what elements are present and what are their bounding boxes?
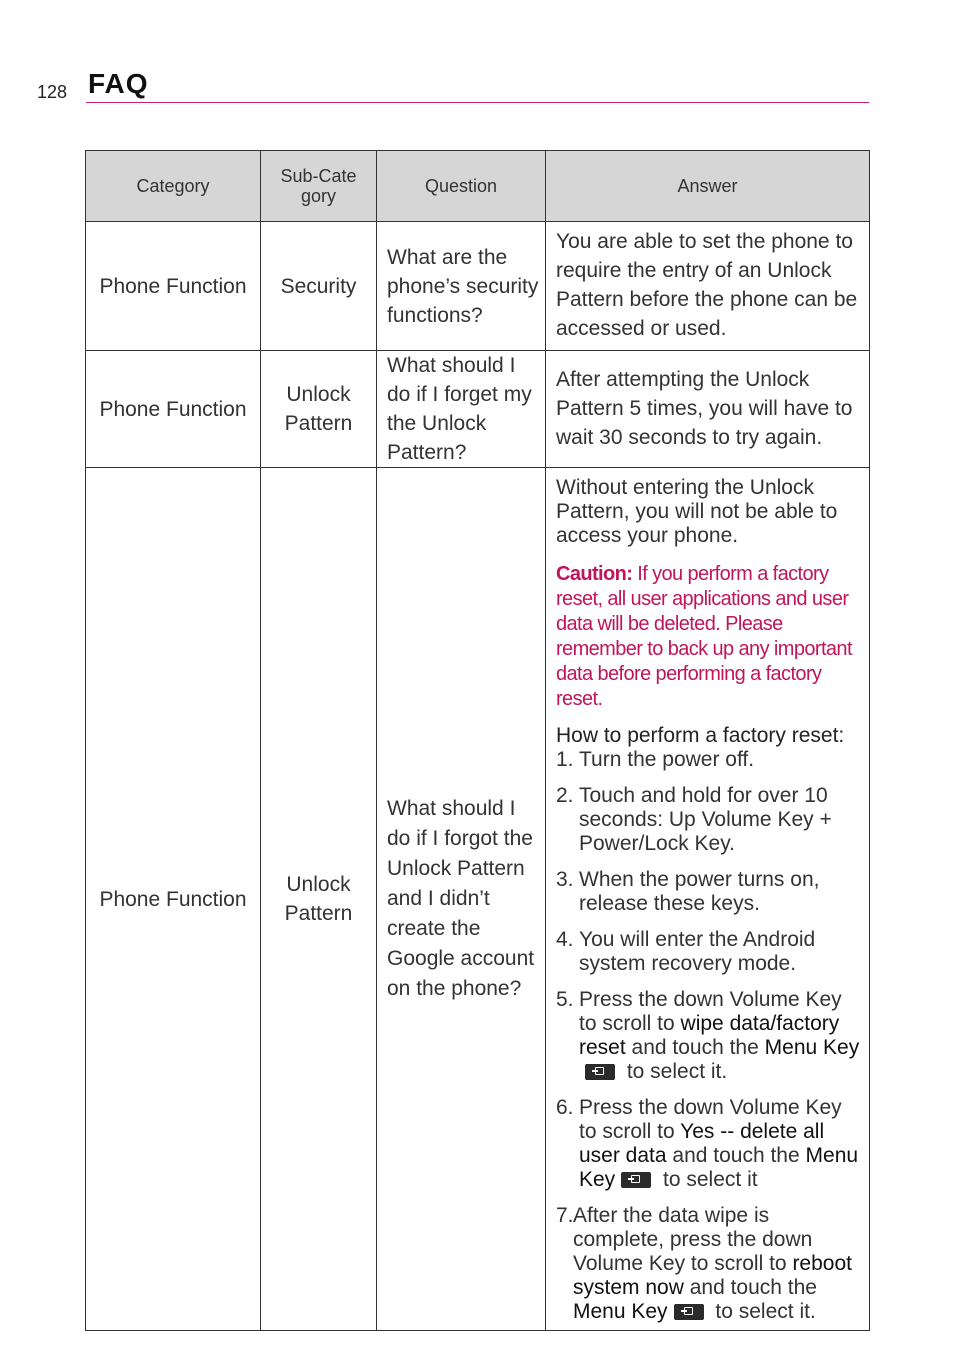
step-number: 3. bbox=[556, 868, 574, 891]
category-cell: Phone Function bbox=[86, 351, 261, 468]
step-text: Turn the power off. bbox=[579, 748, 755, 771]
menu-option-label: wipe data/factory reset bbox=[579, 1012, 840, 1059]
subcategory-cell bbox=[261, 351, 377, 468]
reset-steps bbox=[556, 748, 863, 1324]
step-text-part: and touch the bbox=[666, 1144, 806, 1167]
list-item bbox=[556, 784, 863, 856]
category-cell: Phone Function bbox=[86, 468, 261, 1331]
step-text-part: Press the down Volume Key to scroll to bbox=[579, 1096, 842, 1143]
menu-key-icon bbox=[585, 1064, 615, 1080]
question-cell: What should I do if I forget my the Unlock Pattern? bbox=[377, 351, 546, 468]
table-row bbox=[86, 222, 870, 351]
caution-text: If you perform a factory reset, all user applications and user data will be deleted. Please remember to back up any important data before performing a factory reset. bbox=[556, 563, 852, 710]
column-header-answer: Answer bbox=[546, 151, 870, 222]
column-header-category: Category bbox=[86, 151, 261, 222]
answer-cell: You are able to set the phone to require the entry of an Unlock Pattern before the phone can be accessed or used. bbox=[546, 222, 870, 351]
menu-option-label: Yes -- delete all user data bbox=[579, 1120, 825, 1167]
menu-key-label: Menu Key bbox=[764, 1036, 860, 1059]
list-item bbox=[556, 928, 863, 976]
step-text-part: and touch the bbox=[625, 1036, 765, 1059]
subcategory-cell bbox=[261, 468, 377, 1331]
step-text-part: Press the down Volume Key to scroll to bbox=[579, 988, 842, 1035]
table-row bbox=[86, 351, 870, 468]
table-row bbox=[86, 468, 870, 1331]
step-number: 1. bbox=[556, 748, 574, 771]
step-text-part: to select it bbox=[657, 1168, 758, 1191]
answer-intro: Without entering the Unlock Pattern, you will not be able to access your phone. bbox=[556, 476, 838, 547]
step-text-part: to select it. bbox=[709, 1300, 816, 1323]
step-number: 7. bbox=[556, 1204, 574, 1227]
table-header-row bbox=[86, 151, 870, 222]
list-item bbox=[556, 1096, 863, 1192]
step-text-part: After the data wipe is complete, press the down Volume Key to scroll to bbox=[573, 1204, 813, 1275]
column-header-subcategory-label: Sub-Category bbox=[280, 166, 357, 206]
answer-cell bbox=[546, 468, 870, 1331]
list-item bbox=[556, 748, 863, 772]
step-number: 4. bbox=[556, 928, 574, 951]
column-header-question: Question bbox=[377, 151, 546, 222]
menu-option-label: reboot system now bbox=[573, 1252, 852, 1299]
menu-key-icon bbox=[621, 1172, 651, 1188]
menu-key-label: Menu Key bbox=[573, 1300, 668, 1323]
faq-table bbox=[85, 150, 870, 1331]
column-header-subcategory bbox=[261, 151, 377, 222]
step-text-part: to select it. bbox=[621, 1060, 728, 1083]
caution-note bbox=[556, 562, 863, 712]
menu-key-icon bbox=[674, 1304, 704, 1320]
header-divider bbox=[86, 102, 869, 103]
subcategory-label: Unlock Pattern bbox=[284, 383, 353, 435]
subcategory-label: Unlock Pattern bbox=[284, 873, 353, 925]
step-text: When the power turns on, release these keys. bbox=[579, 868, 820, 915]
menu-key-label: Menu Key bbox=[579, 1144, 859, 1191]
list-item bbox=[556, 868, 863, 916]
list-item bbox=[556, 1204, 863, 1324]
how-to-title: How to perform a factory reset: bbox=[556, 724, 845, 747]
step-text bbox=[579, 1096, 863, 1192]
step-number: 2. bbox=[556, 784, 574, 807]
question-cell: What should I do if I forgot the Unlock Pattern and I didn’t create the Google account on the phone? bbox=[377, 468, 546, 1331]
section-title: FAQ bbox=[88, 68, 149, 99]
list-item bbox=[556, 988, 863, 1084]
page-number: 128 bbox=[37, 82, 68, 102]
caution-label: Caution: bbox=[556, 563, 633, 585]
step-number: 5. bbox=[556, 988, 574, 1011]
page-header bbox=[0, 0, 954, 110]
step-text: Touch and hold for over 10 seconds: Up Volume Key + Power/Lock Key. bbox=[579, 784, 832, 855]
category-cell: Phone Function bbox=[86, 222, 261, 351]
step-text-part: and touch the bbox=[683, 1276, 817, 1299]
step-number: 6. bbox=[556, 1096, 574, 1119]
question-cell: What are the phone’s security functions? bbox=[377, 222, 546, 351]
step-text bbox=[573, 1204, 863, 1324]
step-text bbox=[579, 988, 863, 1084]
answer-cell: After attempting the Unlock Pattern 5 times, you will have to wait 30 seconds to try again. bbox=[546, 351, 870, 468]
subcategory-cell: Security bbox=[261, 222, 377, 351]
step-text: You will enter the Android system recovery mode. bbox=[579, 928, 816, 975]
